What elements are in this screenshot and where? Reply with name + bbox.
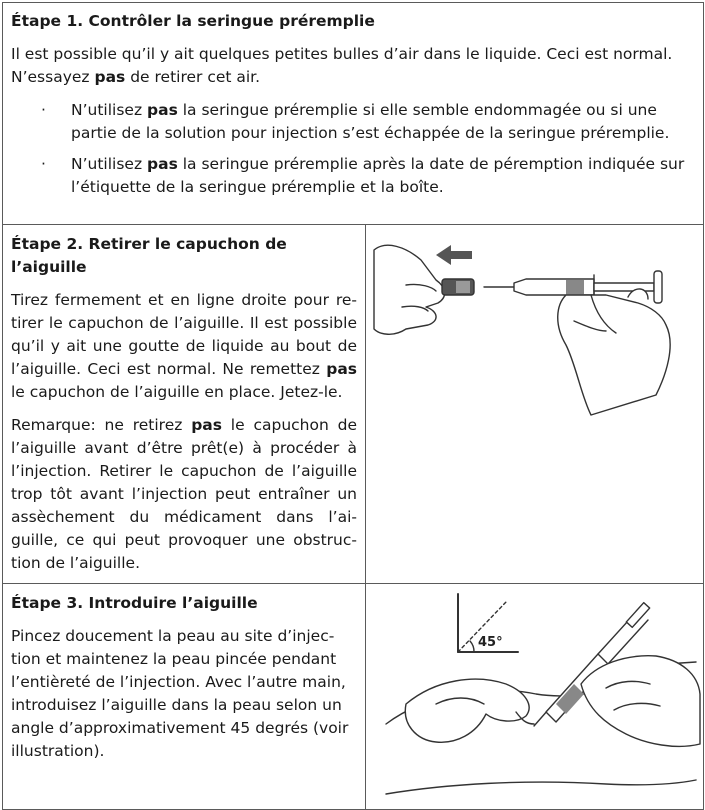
step2-p1-bold: pas: [326, 360, 357, 378]
step2-paragraph-2: [11, 414, 357, 575]
step3-paragraph-1: Pincez doucement la peau au site d’injec-tion et maintenez la peau pincée pendant l’entièreté de l’injection. Avec l’autre main, introduisez l’aiguille dans la peau selon un angle d’approximativement 45 degrés (voir illustration).: [11, 627, 349, 760]
step2-p2-bold: pas: [191, 416, 222, 434]
step1-bullet-list: [11, 99, 695, 199]
pull-arrow-icon: [436, 245, 472, 265]
plunger-head: [654, 271, 662, 303]
angle-label: 45°: [478, 635, 503, 650]
step2-p2-a: Remarque: ne retirez: [11, 416, 192, 434]
step1-intro: [11, 43, 695, 89]
bullet1-a: N’utilisez: [71, 101, 148, 119]
list-item: [11, 153, 695, 199]
plunger-head: [626, 603, 649, 628]
step1-title: Étape 1. Contrôler la seringue préremplie: [11, 12, 375, 30]
step1-intro-bold: pas: [94, 68, 126, 86]
bullet1-c: la seringue préremplie si elle semble endommagée ou si une partie de la solution pour injection s’est échappée de la seringue préremplie.: [71, 101, 670, 142]
bullet1-bold: pas: [147, 101, 178, 119]
list-item: [11, 99, 695, 145]
step2-p1-c: le capuchon de l’aiguille en place. Jetez-le.: [11, 383, 343, 401]
remove-cap-illustration: [366, 225, 704, 578]
bullet2-bold: pas: [147, 155, 178, 173]
bullet-symbol: ·: [41, 155, 46, 173]
steps-table: [2, 2, 704, 810]
step2-title: Étape 2. Retirer le capuchon de l’aiguille: [11, 235, 287, 276]
step1-intro-a: Il est possible qu’il y ait quelques petites bulles d’air dans le liquide. Ceci est normal. N’essayez: [11, 45, 673, 86]
step3-row: [3, 584, 704, 810]
right-hand-shape: [558, 295, 670, 415]
step2-row: [3, 225, 704, 584]
step3-title: Étape 3. Introduire l’aiguille: [11, 594, 258, 612]
step2-paragraph-1: [11, 289, 357, 404]
step1-intro-c: de retirer cet air.: [125, 68, 261, 86]
bullet2-a: N’utilisez: [71, 155, 148, 173]
bullet2-c: la seringue préremplie après la date de péremption indiquée sur l’étiquette de la seringue préremplie et la boîte.: [71, 155, 685, 196]
step2-p1-a: Tirez fermement et en ligne droite pour re-tirer le capuchon de l’aiguille. Il est possible qu’il y ait une goutte de liquide au bout de l’aiguille. Ceci est normal. Ne remettez: [11, 291, 357, 378]
step2-p2-c: le capuchon de l’aiguille avant d’être prêt(e) à procéder à l’injection. Retirer le capuchon de l’aiguille trop tôt avant l’injection peut entraîner un assèchement du médicament dans l’ai-guille, ce qui peut provoquer une obstruc-tion de l’aiguille.: [11, 416, 357, 572]
step1-row: [3, 3, 704, 225]
injecting-hand-shape: [581, 656, 700, 747]
bullet-symbol: ·: [41, 101, 46, 119]
pinching-hand-shape: [405, 679, 529, 742]
insert-needle-illustration: [366, 584, 704, 809]
